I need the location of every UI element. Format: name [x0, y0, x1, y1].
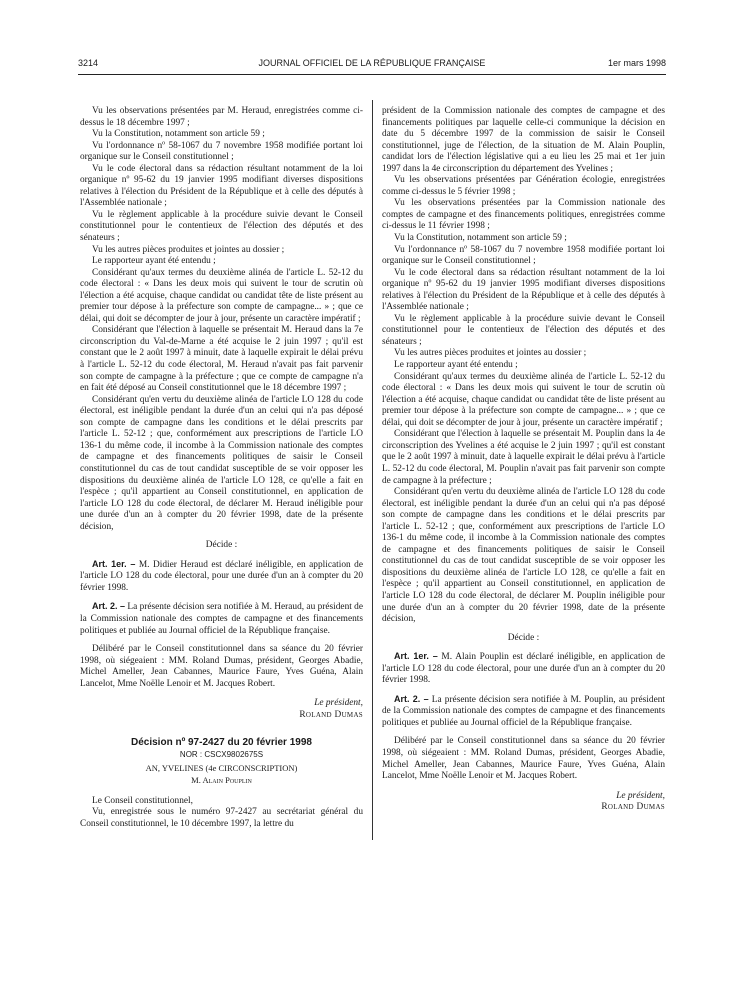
journal-title: JOURNAL OFFICIEL DE LA RÉPUBLIQUE FRANÇAISE	[258, 58, 486, 68]
paragraph: Considérant qu'en vertu du deuxième alinéa de l'article LO 128 du code électoral, est inéligible pendant la durée d'un an celui qui n'a pas déposé son compte de campagne dans les conditions et le délai prescrits par l'article L. 52-12 ; que, conformément aux prescriptions de l'article LO 136-1 du même code, il incombe à la Commission nationale des comptes de campagne et des financements politiques de saisir le Conseil constitutionnel du cas de tout candidat susceptible de se voir opposer les dispositions du deuxième alinéa de l'article LO 128, ce qu'elle a fait en l'espèce ; qu'il appartient au Conseil constitutionnel, en application de l'article LO 128 du code électoral, de déclarer M. Heraud inéligible pour une durée d'un an à compter du 20 février 1998, date de la présente décision,	[80, 394, 363, 532]
paragraph: Considérant qu'aux termes du deuxième alinéa de l'article L. 52-12 du code électoral : « Dans les deux mois qui suivent le tour de scrutin où l'élection a été acquise, chaque candidat ou candidat tête de liste présent au premier tour dépose à la préfecture son compte de campagne... » ; que ce délai, qui doit se décompter de jour à jour, présente un caractère impératif ;	[80, 267, 363, 324]
signature-role: Le président,	[616, 790, 665, 801]
article-text: La présente décision sera notifiée à M. Heraud, au président de la Commission nationale des comptes de campagne et des financements politiques et publiée au Journal officiel de la République française.	[80, 602, 363, 636]
paragraph: Vu le règlement applicable à la procédure suivie devant le Conseil constitutionnel pour le contentieux de l'élection des députés et des sénateurs ;	[80, 209, 363, 244]
paragraph: Vu la Constitution, notamment son article 59 ;	[92, 129, 265, 140]
signature-name: Roland Dumas	[299, 709, 363, 720]
left-column	[80, 106, 363, 830]
article-1	[80, 559, 363, 595]
paragraph: Vu les observations présentées par Génération écologie, enregistrées comme ci-dessus le 5 février 1998 ;	[382, 175, 665, 197]
deliberation: Délibéré par le Conseil constitutionnel dans sa séance du 20 février 1998, où siégeaient : MM. Roland Dumas, président, Georges Abadie, Michel Ameller, Jean Cabannes, Maurice Faure, Yves Guéna, Alain Lancelot, Mme Noëlle Lenoir et M. Jacques Robert.	[382, 736, 665, 782]
paragraph: Considérant que l'élection à laquelle se présentait M. Pouplin dans la 4e circonscription des Yvelines a été acquise le 2 juin 1997 ; qu'il est constant que le 2 août 1997 à minuit, date à laquelle expirait le délai prévu à l'article L. 52-12 du code électoral, M. Pouplin n'avait pas fait parvenir son compte de campagne à la préfecture ;	[382, 429, 665, 486]
paragraph: Considérant qu'en vertu du deuxième alinéa de l'article LO 128 du code électoral, est inéligible pendant la durée d'un an celui qui n'a pas déposé son compte de campagne dans les conditions et le délai prescrits par l'article L. 52-12 ; que, conformément aux prescriptions de l'article LO 136-1 du même code, il incombe à la Commission nationale des comptes de campagne et des financements politiques de saisir le Conseil constitutionnel du cas de tout candidat susceptible de se voir opposer les dispositions du deuxième alinéa de l'article LO 128, ce qu'elle a fait en l'espèce ; qu'il appartient au Conseil constitutionnel, en application de l'article LO 128 du code électoral, de déclarer M. Pouplin inéligible pour une durée d'un an à compter du 20 février 1998, date de la présente décision,	[382, 487, 665, 625]
paragraph: Le Conseil constitutionnel,	[92, 795, 193, 806]
paragraph: président de la Commission nationale des comptes de campagne et des financements politiques par laquelle celle-ci communique la décision en date du 5 décembre 1997 de la commission de saisir le Conseil constitutionnel, juge de l'élection, de la situation de M. Alain Pouplin, candidat lors de l'élection législative qui a eu lieu les 25 mai et 1er juin 1997 dans la 4e circonscription du département des Yvelines ;	[382, 106, 665, 174]
decide-heading: Décide :	[205, 540, 238, 551]
issue-date: 1er mars 1998	[607, 58, 666, 68]
page-header	[78, 58, 666, 72]
paragraph: Vu les observations présentées par M. Heraud, enregistrées comme ci-dessus le 18 décembre 1997 ;	[80, 106, 363, 128]
article-text: La présente décision sera notifiée à M. Pouplin, au président de la Commission nationale des comptes de campagne et des financements politiques et publiée au Journal officiel de la République française.	[382, 694, 665, 728]
paragraph: Considérant que l'élection à laquelle se présentait M. Heraud dans la 7e circonscription du Val-de-Marne a été acquise le 2 juin 1997 ; qu'il est constant que le 2 août 1997 à minuit, date à laquelle expirait le délai prévu à l'article L. 52-12 du code électoral, M. Heraud n'avait pas fait parvenir son compte de campagne à la préfecture ; que ce compte de campagne n'a en fait été déposé au Conseil constitutionnel que le 18 décembre 1997 ;	[80, 325, 363, 394]
paragraph: Vu les autres pièces produites et jointes au dossier ;	[92, 244, 285, 255]
decide-heading: Décide :	[507, 632, 540, 643]
article-text: M. Didier Heraud est déclaré inéligible, en application de l'article LO 128 du code électoral, pour une durée d'un an à compter du 20 février 1998.	[80, 559, 363, 593]
paragraph: Vu l'ordonnance nº 58-1067 du 7 novembre 1958 modifiée portant loi organique sur le Conseil constitutionnel ;	[80, 140, 363, 163]
constituency: AN, YVELINES (4e CIRCONSCRIPTION)	[145, 763, 298, 774]
article-label: Art. 1er. –	[92, 558, 136, 569]
article-2	[80, 601, 363, 637]
right-column	[382, 106, 665, 814]
paragraph: Vu les observations présentées par la Commission nationale des comptes de campagne et des financements politiques, enregistrées comme ci-dessus le 11 février 1998 ;	[382, 198, 665, 232]
column-divider	[372, 100, 373, 840]
paragraph: Considérant qu'aux termes du deuxième alinéa de l'article L. 52-12 du code électoral : « Dans les deux mois qui suivent le tour de scrutin où l'élection a été acquise, chaque candidat ou candidat tête de liste présent au premier tour dépose à la préfecture son compte de campagne... » ; que ce délai, qui doit se décompter de jour à jour, présente un caractère impératif ;	[382, 371, 665, 428]
paragraph: Le rapporteur ayant été entendu ;	[394, 360, 518, 371]
article-1	[382, 651, 665, 687]
header-rule	[78, 74, 666, 75]
paragraph: Vu le règlement applicable à la procédure suivie devant le Conseil constitutionnel pour le contentieux de l'élection des députés et des sénateurs ;	[382, 313, 665, 347]
candidate-name: M. Alain Pouplin	[191, 774, 252, 785]
decision-title: Décision nº 97-2427 du 20 février 1998	[131, 737, 312, 749]
article-text: M. Alain Pouplin est déclaré inéligible, en application de l'article LO 128 du code électoral, pour une durée d'un an à compter du 20 février 1998.	[382, 652, 665, 686]
page-number: 3214	[78, 58, 99, 68]
article-label: Art. 1er. –	[394, 651, 438, 662]
article-2	[382, 694, 665, 730]
paragraph: Vu l'ordonnance nº 58-1067 du 7 novembre 1958 modifiée portant loi organique sur le Conseil constitutionnel ;	[382, 244, 665, 267]
paragraph: Vu, enregistrée sous le numéro 97-2427 au secrétariat général du Conseil constitutionnel, le 10 décembre 1997, la lettre du	[80, 807, 363, 829]
nor-reference: NOR : CSCX9802675S	[179, 749, 264, 759]
paragraph: Vu le code électoral dans sa rédaction résultant notamment de la loi organique nº 95-62 du 19 janvier 1995 modifiant diverses dispositions relatives à l'élection du Président de la République et à celle des députés à l'Assemblée nationale ;	[382, 267, 665, 313]
article-label: Art. 2. –	[394, 693, 429, 704]
signature-name: Roland Dumas	[601, 802, 665, 813]
deliberation: Délibéré par le Conseil constitutionnel dans sa séance du 20 février 1998, où siégeaient : MM. Roland Dumas, président, Georges Abadie, Michel Ameller, Jean Cabannes, Maurice Faure, Yves Guéna, Alain Lancelot, Mme Noëlle Lenoir et M. Jacques Robert.	[80, 644, 363, 689]
paragraph: Vu la Constitution, notamment son article 59 ;	[394, 233, 567, 244]
paragraph: Le rapporteur ayant été entendu ;	[92, 256, 216, 267]
paragraph: Vu les autres pièces produites et jointes au dossier ;	[394, 348, 587, 359]
paragraph: Vu le code électoral dans sa rédaction résultant notamment de la loi organique nº 95-62 du 19 janvier 1995 modifiant diverses dispositions relatives à l'élection du Président de la République et à celle des députés à l'Assemblée nationale ;	[80, 163, 363, 209]
article-label: Art. 2. –	[92, 601, 126, 612]
signature-role: Le président,	[314, 698, 363, 709]
